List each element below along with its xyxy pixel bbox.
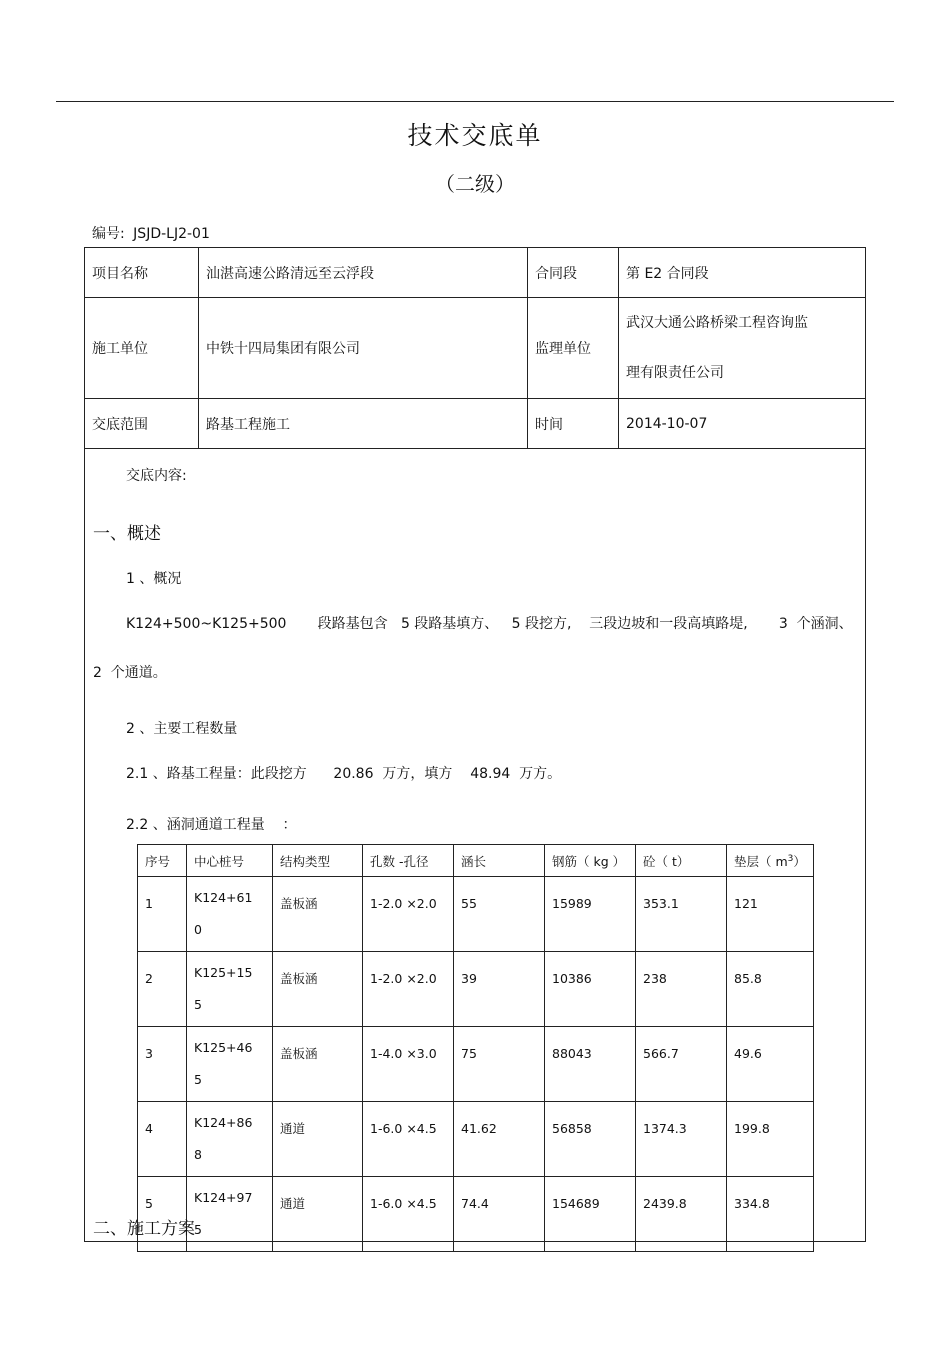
cell-cushion: 334.8: [727, 1177, 814, 1252]
cell-pile-a: K125+46: [194, 1040, 253, 1055]
cell-pile-b: 8: [194, 1147, 202, 1162]
cell-holes: 1-2.0 ×2.0: [363, 952, 454, 1027]
cell-no: 2: [138, 952, 187, 1027]
cell-concrete: 1374.3: [636, 1102, 727, 1177]
doc-number-label: 编号:: [92, 226, 125, 242]
info-row: [85, 248, 866, 298]
header-length: 涵长: [454, 845, 545, 877]
cell-concrete: 238: [636, 952, 727, 1027]
cell-steel: 88043: [545, 1027, 636, 1102]
info-table: [84, 247, 866, 449]
project-label: 项目名称: [85, 248, 199, 298]
builder-label: 施工单位: [85, 298, 199, 399]
header-cushion-sup: 3: [787, 853, 794, 864]
cell-no: 3: [138, 1027, 187, 1102]
cell-type: 盖板涵: [273, 877, 363, 952]
table-row: [138, 1102, 814, 1177]
cell-holes: 1-2.0 ×2.0: [363, 877, 454, 952]
cell-cushion: 199.8: [727, 1102, 814, 1177]
header-cushion-text: 垫层（ m: [734, 853, 788, 869]
sub-heading-overview: 1 、概况: [126, 571, 182, 587]
cell-pile: [187, 952, 273, 1027]
top-rule: [56, 101, 894, 102]
table-row: [138, 952, 814, 1027]
header-type: 结构类型: [273, 845, 363, 877]
cell-pile-a: K125+15: [194, 965, 253, 980]
cell-steel: 10386: [545, 952, 636, 1027]
scope-value: 路基工程施工: [199, 399, 528, 449]
cell-type: 盖板涵: [273, 1027, 363, 1102]
header-holes: 孔数 -孔径: [363, 845, 454, 877]
cell-pile-b: 5: [194, 997, 202, 1012]
overview-paragraph-line2: 2 个通道。: [93, 665, 167, 681]
info-row: [85, 298, 866, 399]
section-plan-heading: 二、施工方案: [93, 1219, 195, 1239]
time-label: 时间: [528, 399, 619, 449]
culvert-quantity-table: [137, 844, 814, 1252]
cell-pile-b: 5: [194, 1072, 202, 1087]
cell-holes: 1-6.0 ×4.5: [363, 1177, 454, 1252]
cell-cushion: 85.8: [727, 952, 814, 1027]
cell-pile: [187, 1102, 273, 1177]
header-cushion: [727, 845, 814, 877]
cell-pile: [187, 1177, 273, 1252]
cell-holes: 1-6.0 ×4.5: [363, 1102, 454, 1177]
header-cushion-close: ）: [793, 853, 806, 869]
table-row: [138, 1027, 814, 1102]
cell-cushion: 121: [727, 877, 814, 952]
cell-concrete: 2439.8: [636, 1177, 727, 1252]
cell-type: 通道: [273, 1177, 363, 1252]
cell-pile-b: 5: [194, 1222, 202, 1237]
time-value: 2014-10-07: [619, 399, 866, 449]
cell-pile-a: K124+97: [194, 1190, 253, 1205]
contract-value: 第 E2 合同段: [619, 248, 866, 298]
header-pile: 中心桩号: [187, 845, 273, 877]
supervisor-line2: 理有限责任公司: [626, 365, 724, 381]
cell-pile: [187, 877, 273, 952]
builder-value: 中铁十四局集团有限公司: [199, 298, 528, 399]
supervisor-label: 监理单位: [528, 298, 619, 399]
header-no: 序号: [138, 845, 187, 877]
cell-steel: 56858: [545, 1102, 636, 1177]
cell-pile-b: 0: [194, 922, 202, 937]
doc-number: [92, 223, 214, 243]
doc-number-value: JSJD-LJ2-01: [133, 226, 210, 242]
info-row: [85, 399, 866, 449]
table-header-row: [138, 845, 814, 877]
scope-label: 交底范围: [85, 399, 199, 449]
supervisor-line1: 武汉大通公路桥梁工程咨询监: [626, 315, 808, 331]
cell-concrete: 353.1: [636, 877, 727, 952]
page-title: 技术交底单: [407, 121, 543, 150]
cell-length: 74.4: [454, 1177, 545, 1252]
table-row: [138, 877, 814, 952]
cell-no: 4: [138, 1102, 187, 1177]
cell-length: 41.62: [454, 1102, 545, 1177]
cell-no: 1: [138, 877, 187, 952]
cell-steel: 154689: [545, 1177, 636, 1252]
item-culvert-quantity: 2.2 、涵洞通道工程量 ：: [126, 817, 297, 833]
cell-no: 5: [138, 1177, 187, 1252]
overview-paragraph-line1: K124+500~K125+500 段路基包含 5 段路基填方、 5 段挖方, 三段边坡和一段高填路堤, 3 个涵洞、: [126, 616, 853, 632]
item-roadbed-quantity: 2.1 、路基工程量：此段挖方 20.86 万方，填方 48.94 万方。: [126, 766, 562, 782]
cell-type: 盖板涵: [273, 952, 363, 1027]
section-overview-heading: 一、概述: [93, 524, 161, 544]
supervisor-value: [619, 298, 866, 399]
cell-cushion: 49.6: [727, 1027, 814, 1102]
cell-pile-a: K124+86: [194, 1115, 253, 1130]
cell-length: 39: [454, 952, 545, 1027]
cell-pile: [187, 1027, 273, 1102]
cell-length: 75: [454, 1027, 545, 1102]
header-concrete: 砼（ t）: [636, 845, 727, 877]
content-box: [84, 448, 866, 1242]
sub-heading-quantities: 2 、主要工程数量: [126, 721, 238, 737]
cell-length: 55: [454, 877, 545, 952]
page-subtitle: （二级）: [435, 172, 515, 196]
cell-type: 通道: [273, 1102, 363, 1177]
table-row: [138, 1177, 814, 1252]
project-value: 汕湛高速公路清远至云浮段: [199, 248, 528, 298]
cell-holes: 1-4.0 ×3.0: [363, 1027, 454, 1102]
contract-label: 合同段: [528, 248, 619, 298]
content-intro: 交底内容:: [126, 468, 187, 484]
cell-concrete: 566.7: [636, 1027, 727, 1102]
header-steel: 钢筋（ kg ）: [545, 845, 636, 877]
cell-pile-a: K124+61: [194, 890, 253, 905]
cell-steel: 15989: [545, 877, 636, 952]
